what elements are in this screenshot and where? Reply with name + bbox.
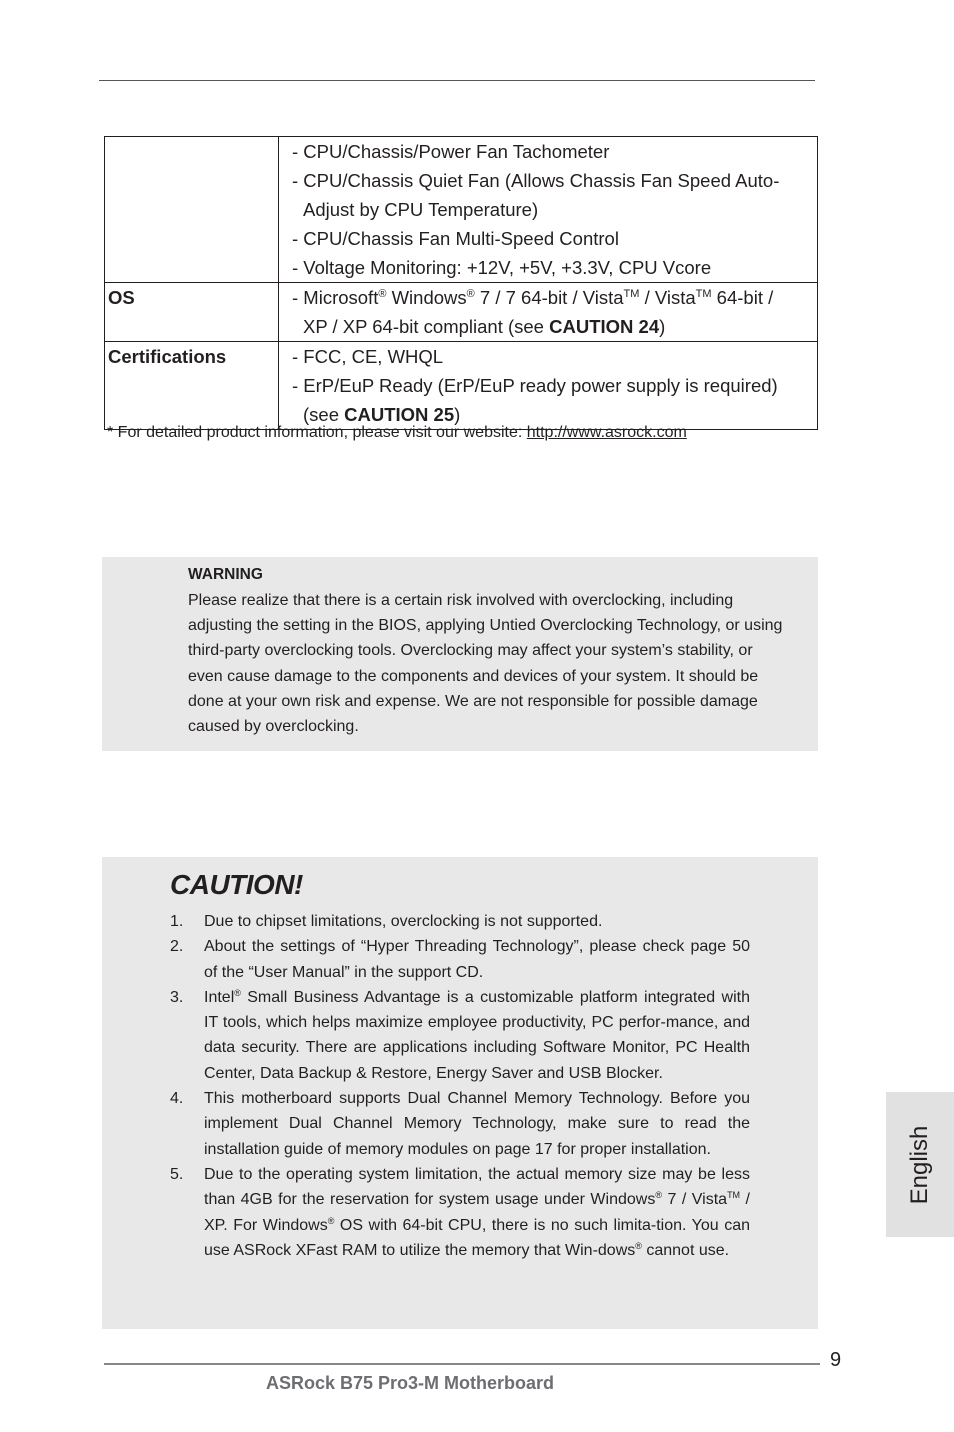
item-text: This motherboard supports Dual Channel Memory Technology. Before you implement Dual Channel Memory Technology, make sure to read the installation guide of memory modules on page 17 for proper installation. <box>204 1090 750 1158</box>
caution-title: CAUTION! <box>170 869 303 900</box>
value-line: - ErP/EuP Ready (ErP/EuP ready power supply is required) <box>292 375 778 396</box>
registered-mark: ® <box>378 288 387 300</box>
row-value-certifications <box>279 342 818 430</box>
trademark-mark: TM <box>623 288 640 300</box>
value-line <box>292 312 817 341</box>
text-run: 64-bit / <box>711 287 774 308</box>
value-line: - Voltage Monitoring: +12V, +5V, +3.3V, CPU Vcore <box>292 257 712 278</box>
item-number: 2. <box>170 938 184 956</box>
caution-item <box>170 1162 750 1263</box>
caution-box <box>102 857 818 1329</box>
warning-line: third-party overclocking tools. Overclocking may affect your system’s stability, or <box>188 642 753 660</box>
item-number: 5. <box>170 1165 184 1183</box>
warning-body <box>188 588 818 739</box>
registered-mark: ® <box>234 987 241 998</box>
footnote-text: * For detailed product information, please visit our website: <box>107 424 527 441</box>
row-label-certifications: Certifications <box>105 342 279 430</box>
item-number: 1. <box>170 913 184 930</box>
caution-item <box>170 934 750 985</box>
caution-item <box>170 1086 750 1162</box>
value-line: - CPU/Chassis/Power Fan Tachometer <box>292 141 610 162</box>
registered-mark: ® <box>655 1190 662 1201</box>
text-run: Windows <box>386 287 467 308</box>
table-row-certifications <box>105 342 818 430</box>
caution-reference: CAUTION 25 <box>344 404 455 425</box>
bottom-rule <box>104 1363 820 1365</box>
value-line: - FCC, CE, WHQL <box>292 346 444 367</box>
value-line: - CPU/Chassis Fan Multi-Speed Control <box>292 228 619 249</box>
top-rule <box>99 80 815 81</box>
website-link[interactable]: http://www.asrock.com <box>526 424 687 441</box>
caution-item <box>170 985 750 1086</box>
item-text: Intel <box>204 988 235 1006</box>
value-line: Adjust by CPU Temperature) <box>303 199 539 220</box>
registered-mark: ® <box>327 1215 335 1226</box>
text-run: - Microsoft <box>292 287 379 308</box>
warning-line: Please realize that there is a certain risk involved with overclocking, including <box>188 592 734 609</box>
text-run: (see <box>303 404 345 425</box>
page-number: 9 <box>830 1349 842 1371</box>
row-label <box>105 137 279 283</box>
language-tab <box>886 1092 954 1237</box>
item-text: 7 / Vista <box>661 1191 728 1209</box>
item-text: Due to chipset limitations, overclocking is not supported. <box>204 913 603 930</box>
warning-line: caused by overclocking. <box>188 718 359 736</box>
warning-line: done at your own risk and expense. We are not responsible for possible damage <box>188 692 758 710</box>
row-label-os: OS <box>105 283 279 342</box>
footer-title: ASRock B75 Pro3-M Motherboard <box>265 1373 555 1393</box>
value-line <box>292 283 817 312</box>
text-run: / Vista <box>639 287 696 308</box>
warning-box <box>102 557 818 751</box>
trademark-mark: TM <box>695 288 712 300</box>
warning-line: even cause damage to the components and devices of your system. It should be <box>188 667 759 685</box>
text-run: ) <box>659 316 666 337</box>
text-run: XP / XP 64-bit compliant (see <box>303 316 550 337</box>
text-run: ) <box>454 404 461 425</box>
registered-mark: ® <box>635 1240 642 1251</box>
caution-reference: CAUTION 24 <box>549 316 660 337</box>
item-text: Small Business Advantage is a customizable platform integrated with IT tools, which helps maximize employee productivity, PC perfor-mance, and data security. There are applications including Software Monitor, PC Health Center, Data Backup & Restore, Energy Saver and USB Blocker. <box>204 988 750 1082</box>
row-value-os <box>279 283 818 342</box>
registered-mark: ® <box>466 288 475 300</box>
item-text: Due to the operating system limitation, the actual memory size may be less than 4GB for the reservation for system usage under Windows <box>204 1165 750 1209</box>
row-value <box>279 137 818 283</box>
caution-item <box>170 909 750 934</box>
item-text: / XP. For Windows <box>204 1191 750 1234</box>
warning-title: WARNING <box>188 566 263 583</box>
table-row-hardware-monitor <box>105 137 818 283</box>
table-row-os <box>105 283 818 342</box>
language-label: English <box>906 1125 933 1204</box>
value-line: - CPU/Chassis Quiet Fan (Allows Chassis Fan Speed Auto- <box>292 170 780 191</box>
item-text: OS with 64-bit CPU, there is no such limita-tion. You can use ASRock XFast RAM to utilize the memory that Win-dows <box>204 1216 751 1259</box>
footnote <box>107 423 687 443</box>
item-number: 3. <box>170 988 184 1006</box>
item-text: About the settings of “Hyper Threading Technology”, please check page 50 of the “User Manual” in the support CD. <box>204 938 750 981</box>
item-number: 4. <box>170 1090 184 1108</box>
warning-line: adjusting the setting in the BIOS, applying Untied Overclocking Technology, or using <box>188 617 783 635</box>
specification-table <box>104 136 818 430</box>
item-text: cannot use. <box>641 1241 730 1259</box>
trademark-mark: TM <box>727 1190 741 1201</box>
text-run: 7 / 7 64-bit / Vista <box>474 287 624 308</box>
caution-list <box>170 909 750 1263</box>
